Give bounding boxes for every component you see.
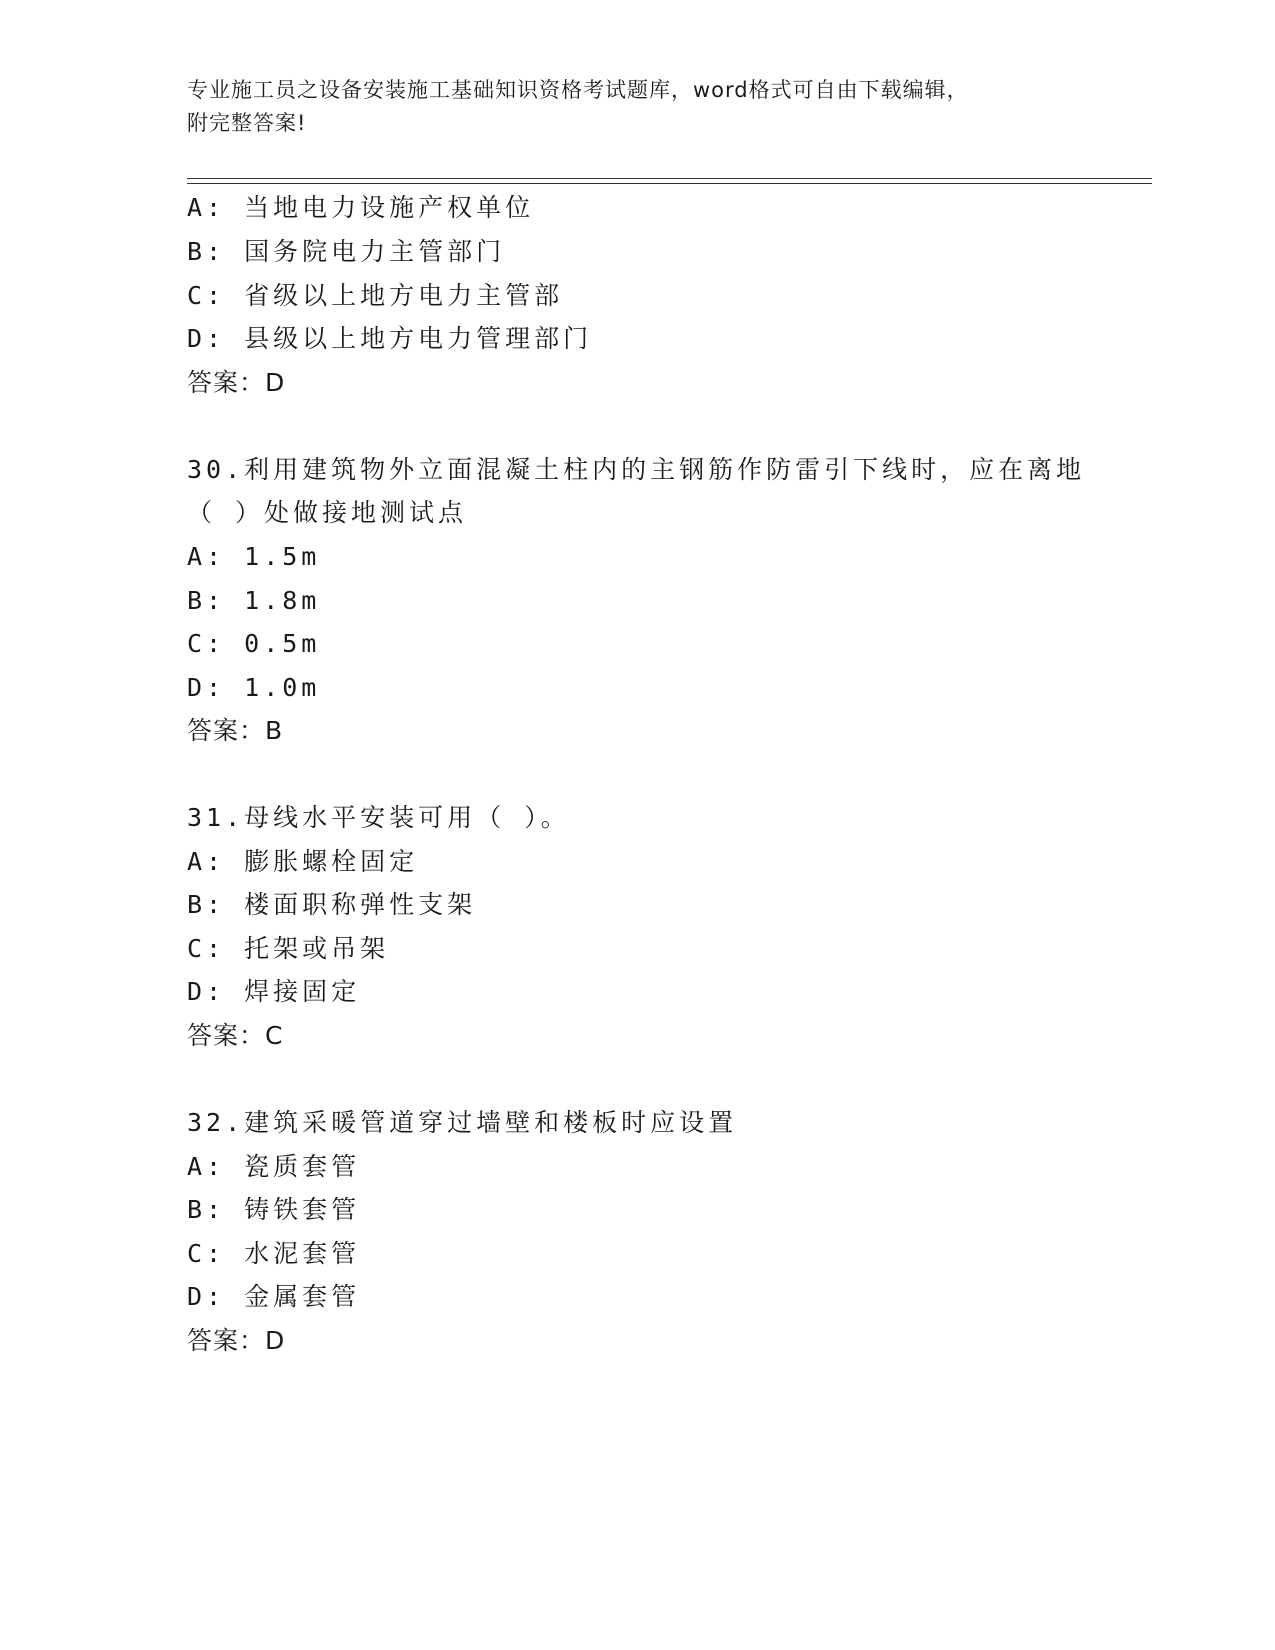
q31-option-b: B: 楼面职称弹性支架 — [187, 890, 477, 919]
q32-stem-line-1: 32.建筑采暖管道穿过墙壁和楼板时应设置 — [187, 1108, 738, 1137]
q31-option-c: C: 托架或吊架 — [187, 934, 390, 963]
q30-stem-line-1: 30.利用建筑物外立面混凝土柱内的主钢筋作防雷引下线时，应在离地 — [187, 455, 1086, 484]
q32-option-b: B: 铸铁套管 — [187, 1195, 361, 1224]
q30-answer: 答案：B — [187, 716, 284, 745]
q31-answer: 答案：C — [187, 1021, 284, 1050]
header-divider-bottom — [187, 183, 1152, 184]
q29-option-b: B: 国务院电力主管部门 — [187, 237, 506, 266]
q30-stem-line-2: （ ）处做接地测试点 — [187, 498, 468, 527]
q31-option-a: A: 膨胀螺栓固定 — [187, 847, 419, 876]
q31-stem-line-1: 31.母线水平安装可用（ ）。 — [187, 803, 570, 832]
q29-answer: 答案：D — [187, 368, 286, 397]
q32-option-d: D: 金属套管 — [187, 1282, 361, 1311]
q30-option-a: A: 1.5m — [187, 542, 321, 571]
header-divider-top — [187, 178, 1152, 179]
document-header — [187, 74, 1087, 140]
q29-option-a: A: 当地电力设施产权单位 — [187, 193, 535, 222]
q30-option-d: D: 1.0m — [187, 673, 321, 702]
q29-option-c: C: 省级以上地方电力主管部 — [187, 281, 564, 310]
q29-option-d: D: 县级以上地方电力管理部门 — [187, 324, 593, 353]
q30-option-c: C: 0.5m — [187, 629, 321, 658]
q31-option-d: D: 焊接固定 — [187, 977, 361, 1006]
q32-answer: 答案：D — [187, 1326, 286, 1355]
q32-option-c: C: 水泥套管 — [187, 1239, 361, 1268]
header-title-line-2: 附完整答案! — [187, 111, 307, 135]
q32-option-a: A: 瓷质套管 — [187, 1152, 361, 1181]
q30-option-b: B: 1.8m — [187, 586, 321, 615]
header-title-line-1: 专业施工员之设备安装施工基础知识资格考试题库，word格式可自由下载编辑， — [187, 78, 969, 102]
